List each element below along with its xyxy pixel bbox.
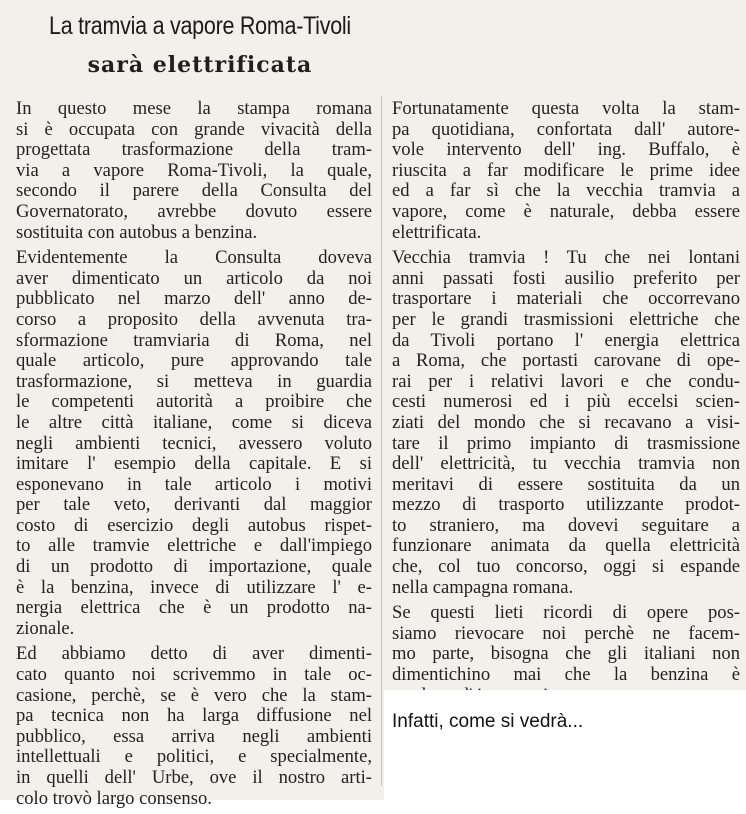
text-line: Vecchia tramvia ! Tu che nei lontani [392, 247, 740, 269]
text-line: aver dimenticato un articolo da noi [16, 267, 372, 289]
text-line: secondo il parere della Consulta del [16, 180, 372, 202]
text-line: Fortunatamente questa volta la stam- [392, 98, 740, 119]
text-line: Ed abbiamo detto di aver dimenti- [16, 643, 372, 665]
text-line: per tale veto, derivanti dal maggior [16, 494, 372, 516]
text-line: pubblico, essa arriva negli ambienti [16, 725, 372, 747]
text-line: via a vapore Roma-Tivoli, la quale, [16, 159, 372, 181]
text-line: casione, perchè, se è vero che la stam- [16, 684, 372, 706]
text-line: dell' elettricità, tu vecchia tramvia non [392, 453, 740, 475]
left-column [16, 99, 372, 814]
text-line: nergia elettrica che è un prodotto na- [16, 597, 372, 619]
text-line: da Tivoli portano l' energia elettrica [392, 329, 740, 351]
text-line: a Roma, che portasti carovane di ope- [392, 350, 740, 372]
text-line: to alle tramvie elettriche e dall'impiego [16, 535, 372, 557]
text-line: ziati del mondo che si recavano a visi- [392, 411, 740, 433]
text-line: In questo mese la stampa romana [16, 98, 372, 119]
article-title: La tramvia a vapore Roma-Tivoli [49, 12, 351, 40]
text-line: nella campagna romana. [392, 576, 574, 598]
text-line: Evidentemente la Consulta doveva [16, 247, 372, 269]
text-line: trasportare i materiali che occorrevano [392, 288, 740, 310]
text-line: sostituita con autobus a benzina. [16, 221, 258, 243]
text-line: mo parte, bisogna che gli italiani non [392, 643, 740, 665]
text-line: costo di esercizio degli autobus rispet- [16, 514, 372, 536]
text-line: negli ambienti tecnici, avessero voluto [16, 432, 372, 454]
text-line: pa quotidiana, confortata dall' autore- [392, 118, 740, 140]
text-line: zionale. [16, 617, 75, 639]
text-line: si è occupata con grande vivacità della [16, 118, 372, 140]
text-line: to straniero, ma dovevi seguitare a [392, 514, 740, 536]
text-line: ed a far sì che la vecchia tramvia a [392, 180, 740, 202]
text-line: elettrificata. [392, 221, 482, 243]
note-panel [384, 690, 746, 800]
text-line: è la benzina, invece di utilizzare l' e- [16, 576, 372, 598]
text-line: sformazione tramviaria di Roma, nel [16, 329, 372, 351]
text-line: rai per i relativi lavori e che condu- [392, 370, 740, 392]
text-line: cesti numerosi ed i più eccelsi scien- [392, 391, 740, 413]
left-paragraph [16, 248, 372, 639]
left-paragraph [16, 644, 372, 809]
text-line: vole intervento dell' ing. Buffalo, è [392, 139, 740, 161]
right-paragraph [392, 248, 740, 598]
text-line: mezzo di trasporto utilizzante prodot- [392, 494, 740, 516]
text-line: trasformazione, si metteva in guardia [16, 370, 372, 392]
article-subtitle: sarà elettrificata [87, 52, 313, 78]
text-line: in quelli dell' Urbe, ove il nostro arti- [16, 767, 372, 788]
text-line: colo trovò largo consenso. [16, 787, 212, 809]
text-line: le competenti autorità a proibire che [16, 391, 372, 413]
text-line: riuscita a far modificare le prime idee [392, 159, 740, 181]
text-line: pubblicato nel marzo dell' anno de- [16, 288, 372, 310]
text-line: esponevano in tale articolo i motivi [16, 473, 372, 495]
column-divider [381, 96, 382, 786]
left-paragraph [16, 99, 372, 243]
text-line: quale articolo, pure approvando tale [16, 350, 372, 372]
text-line: anni passati fosti ausilio preferito per [392, 267, 740, 289]
text-line: Se questi lieti ricordi di opere pos- [392, 602, 740, 624]
text-line: cato quanto noi scrivemmo in tale oc- [16, 664, 372, 686]
text-line: dimentichino mai che la benzina è [392, 664, 740, 686]
text-line: pa tecnica non ha larga diffusione nel [16, 705, 372, 727]
text-line: Governatorato, avrebbe dovuto essere [16, 200, 372, 222]
caption-note: Infatti, come si vedrà... [392, 711, 584, 732]
text-line: progettata trasformazione della tram- [16, 139, 372, 161]
right-column [392, 99, 740, 711]
text-line: meritavi di essere sostituita da un [392, 473, 740, 495]
text-line: funzionare animata da quella elettricità [392, 535, 740, 557]
text-line: vapore, come è naturale, debba essere [392, 200, 740, 222]
text-line: di un prodotto di importazione, quale [16, 556, 372, 578]
text-line: tare il primo impianto di trasmissione [392, 432, 740, 454]
text-line: intellettuali e politici, e specialmente, [16, 746, 372, 768]
right-paragraph [392, 99, 740, 243]
text-line: corso a proposito della avvenuta tra- [16, 308, 372, 330]
text-line: le altre città italiane, come si diceva [16, 411, 372, 433]
text-line: siamo rievocare noi perchè ne facem- [392, 622, 740, 644]
text-line: per le grandi trasmissioni elettriche che [392, 308, 740, 330]
text-line: imitare l' esempio della capitale. E si [16, 453, 372, 475]
text-line: che, col tuo concorso, oggi si espande [392, 556, 740, 578]
